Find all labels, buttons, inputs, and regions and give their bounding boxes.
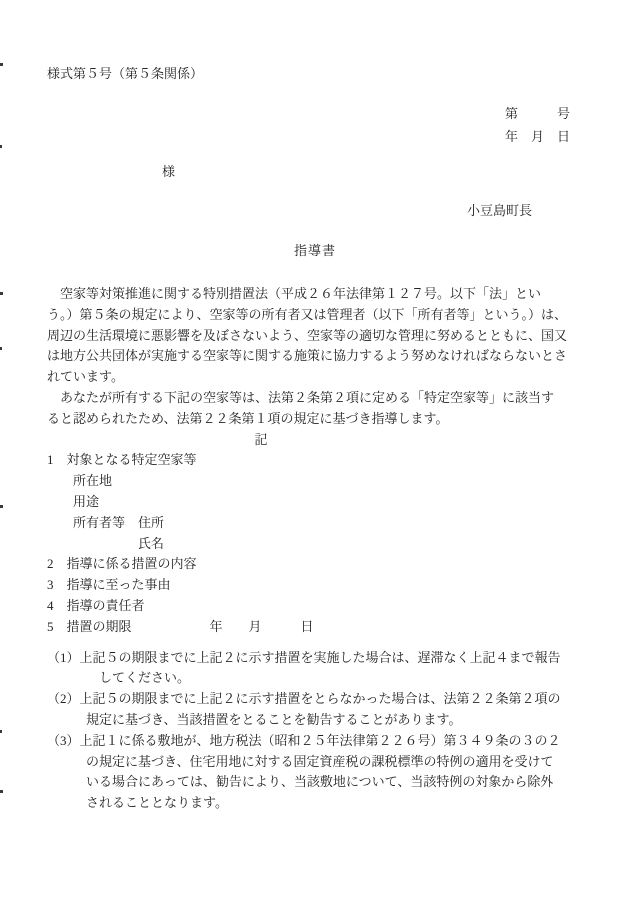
list-item-line: 2 指導に係る措置の内容 [47, 556, 197, 572]
addressee-honorific: 様 [162, 164, 176, 179]
scan-artifact [0, 790, 3, 793]
scan-artifact [0, 730, 2, 733]
list-item-line: 用途 [47, 493, 100, 509]
note-line: いる場合にあっては、勧告により、当該敷地について、当該特例の対象から除外 [47, 774, 554, 790]
note-line: の規定に基づき、住宅用地に対する固定資産税の課税標準の特例の適用を受けて [47, 753, 554, 769]
scan-artifact [0, 292, 3, 295]
list-item-line: 所有者等 住所 [47, 514, 165, 530]
issue-date-line: 年 月 日 [505, 129, 571, 144]
list-item-line: 5 措置の期限 年 月 日 [47, 618, 314, 634]
document-body [47, 284, 587, 814]
note-line: （3）上記１に係る敷地が、地方税法（昭和２５年法律第２２６号）第３４９条の３の２ [47, 732, 561, 748]
scan-artifact [0, 505, 3, 508]
notes-section [47, 648, 587, 814]
note-line: されることとなります。 [47, 795, 228, 811]
notice-line: あなたが所有する下記の空家等は、法第２条第２項に定める「特定空家等」に該当す [47, 389, 555, 405]
form-number: 様式第５号（第５条関係） [47, 66, 204, 81]
list-item-line: 4 指導の責任者 [47, 597, 145, 613]
list-item-line: 3 指導に至った事由 [47, 577, 171, 593]
issuer-name: 小豆島町長 [467, 203, 533, 218]
scan-artifact [0, 145, 2, 148]
intro-line: 空家等対策推進に関する特別措置法（平成２６年法律第１２７号。以下「法」とい [47, 286, 542, 301]
note-line: （2）上記５の期限までに上記２に示す措置をとらなかった場合は、法第２２条第２項の [47, 691, 561, 707]
intro-line: 周辺の生活環境に悪影響を及ぼさないよう、空家等の適切な管理に努めるとともに、国又 [47, 327, 568, 343]
listed-items [47, 450, 587, 637]
intro-line: れています。 [47, 369, 124, 385]
notice-paragraph [47, 388, 587, 430]
document-title: 指導書 [293, 243, 336, 258]
note-line: 規定に基づき、当該措置をとることを勧告することがあります。 [47, 711, 462, 727]
list-item-line: 1 対象となる特定空家等 [47, 452, 197, 468]
intro-paragraph [47, 284, 587, 388]
intro-line: は地方公共団体が実施する空家等に関する施策に協力するよう努めなければならないとさ [47, 348, 568, 364]
scan-artifact [0, 63, 3, 66]
intro-line: う。）第５条の規定により、空家等の所有者又は管理者（以下「所有者等」という。）は、 [47, 306, 568, 322]
list-item-line: 氏名 [47, 535, 165, 551]
note-line: してください。 [47, 670, 191, 686]
scan-artifact [0, 347, 2, 350]
notice-line: ると認められたため、法第２２条第１項の規定に基づき指導します。 [47, 410, 449, 426]
note-line: （1）上記５の期限までに上記２に示す措置を実施した場合は、遅滞なく上記４まで報告 [47, 649, 561, 665]
ki-marker: 記 [254, 431, 268, 447]
list-item-line: 所在地 [47, 473, 113, 489]
document-number-line: 第 号 [505, 106, 571, 121]
